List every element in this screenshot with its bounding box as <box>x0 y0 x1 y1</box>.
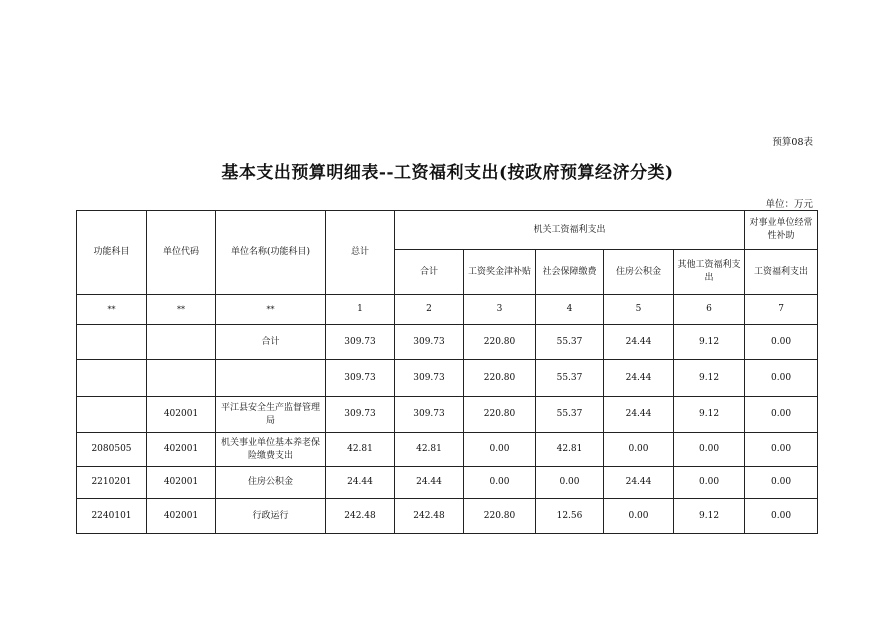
table-cell: 2210201 <box>77 467 147 499</box>
table-cell: 平江县安全生产监督管理局 <box>216 397 326 433</box>
page-title: 基本支出预算明细表--工资福利支出(按政府预算经济分类) <box>221 163 674 183</box>
index-cell: ** <box>147 295 216 325</box>
header-total: 总计 <box>326 211 395 295</box>
table-cell: 24.44 <box>326 467 395 499</box>
table-cell <box>77 360 147 397</box>
table-cell: 220.80 <box>464 325 536 360</box>
table-cell: 0.00 <box>464 433 536 467</box>
table-cell: 0.00 <box>745 433 818 467</box>
table-cell: 24.44 <box>604 360 674 397</box>
table-cell: 12.56 <box>536 499 604 534</box>
table-cell <box>147 360 216 397</box>
index-cell: 6 <box>674 295 745 325</box>
header-row-1 <box>77 211 818 250</box>
unit-label: 单位：万元 <box>765 199 813 210</box>
table-cell: 24.44 <box>604 325 674 360</box>
table-cell: 220.80 <box>464 499 536 534</box>
table-cell: 住房公积金 <box>216 467 326 499</box>
index-cell: ** <box>77 295 147 325</box>
table-cell: 0.00 <box>745 325 818 360</box>
table-row <box>77 467 818 499</box>
table-row <box>77 433 818 467</box>
table-cell: 0.00 <box>674 433 745 467</box>
header-social-security: 社会保障缴费 <box>536 250 604 295</box>
table-row <box>77 360 818 397</box>
table-cell: 220.80 <box>464 360 536 397</box>
header-unit-name: 单位名称(功能科目) <box>216 211 326 295</box>
table-cell: 9.12 <box>674 397 745 433</box>
table-cell: 55.37 <box>536 325 604 360</box>
table-cell: 0.00 <box>604 499 674 534</box>
table-cell <box>77 325 147 360</box>
header-salary: 工资奖金津补贴 <box>464 250 536 295</box>
index-cell: 2 <box>395 295 464 325</box>
header-unit-code: 单位代码 <box>147 211 216 295</box>
table-cell: 55.37 <box>536 360 604 397</box>
table-cell <box>216 360 326 397</box>
table-row <box>77 499 818 534</box>
table-cell: 402001 <box>147 499 216 534</box>
table-cell: 2080505 <box>77 433 147 467</box>
header-org-wage-group: 机关工资福利支出 <box>395 211 745 250</box>
table-cell: 402001 <box>147 433 216 467</box>
table-cell: 402001 <box>147 467 216 499</box>
table-cell: 0.00 <box>604 433 674 467</box>
header-other-wage: 其他工资福利支出 <box>674 250 745 295</box>
table-cell: 220.80 <box>464 397 536 433</box>
table-cell: 242.48 <box>395 499 464 534</box>
index-cell: 4 <box>536 295 604 325</box>
header-inst-wage: 工资福利支出 <box>745 250 818 295</box>
header-subtotal: 合计 <box>395 250 464 295</box>
index-cell: 3 <box>464 295 536 325</box>
index-cell: 7 <box>745 295 818 325</box>
table-cell: 24.44 <box>604 467 674 499</box>
table-cell: 309.73 <box>326 325 395 360</box>
table-row <box>77 397 818 433</box>
table-cell: 0.00 <box>745 360 818 397</box>
table-cell: 0.00 <box>674 467 745 499</box>
table-cell: 9.12 <box>674 325 745 360</box>
table-cell <box>147 325 216 360</box>
form-number: 预算08表 <box>772 137 813 148</box>
index-cell: ** <box>216 295 326 325</box>
table-cell: 42.81 <box>395 433 464 467</box>
header-func-subject: 功能科目 <box>77 211 147 295</box>
table-cell: 42.81 <box>326 433 395 467</box>
table-cell: 42.81 <box>536 433 604 467</box>
table-cell: 0.00 <box>745 397 818 433</box>
table-cell: 309.73 <box>326 397 395 433</box>
index-row <box>77 295 818 325</box>
table-cell: 309.73 <box>395 397 464 433</box>
table-cell: 机关事业单位基本养老保险缴费支出 <box>216 433 326 467</box>
table-cell: 309.73 <box>326 360 395 397</box>
table-cell: 55.37 <box>536 397 604 433</box>
index-cell: 1 <box>326 295 395 325</box>
table-cell: 242.48 <box>326 499 395 534</box>
table-row <box>77 325 818 360</box>
header-housing-fund: 住房公积金 <box>604 250 674 295</box>
table-cell: 9.12 <box>674 499 745 534</box>
index-cell: 5 <box>604 295 674 325</box>
table-cell: 2240101 <box>77 499 147 534</box>
header-inst-subsidy-group: 对事业单位经常性补助 <box>745 211 818 250</box>
table-cell: 0.00 <box>745 467 818 499</box>
table-cell: 309.73 <box>395 325 464 360</box>
table-cell <box>77 397 147 433</box>
budget-table <box>76 210 818 534</box>
table-cell: 309.73 <box>395 360 464 397</box>
table-cell: 9.12 <box>674 360 745 397</box>
table-cell: 0.00 <box>464 467 536 499</box>
table-cell: 行政运行 <box>216 499 326 534</box>
table-cell: 0.00 <box>536 467 604 499</box>
table-cell: 24.44 <box>395 467 464 499</box>
table-cell: 合计 <box>216 325 326 360</box>
table-cell: 0.00 <box>745 499 818 534</box>
table-cell: 24.44 <box>604 397 674 433</box>
table-cell: 402001 <box>147 397 216 433</box>
